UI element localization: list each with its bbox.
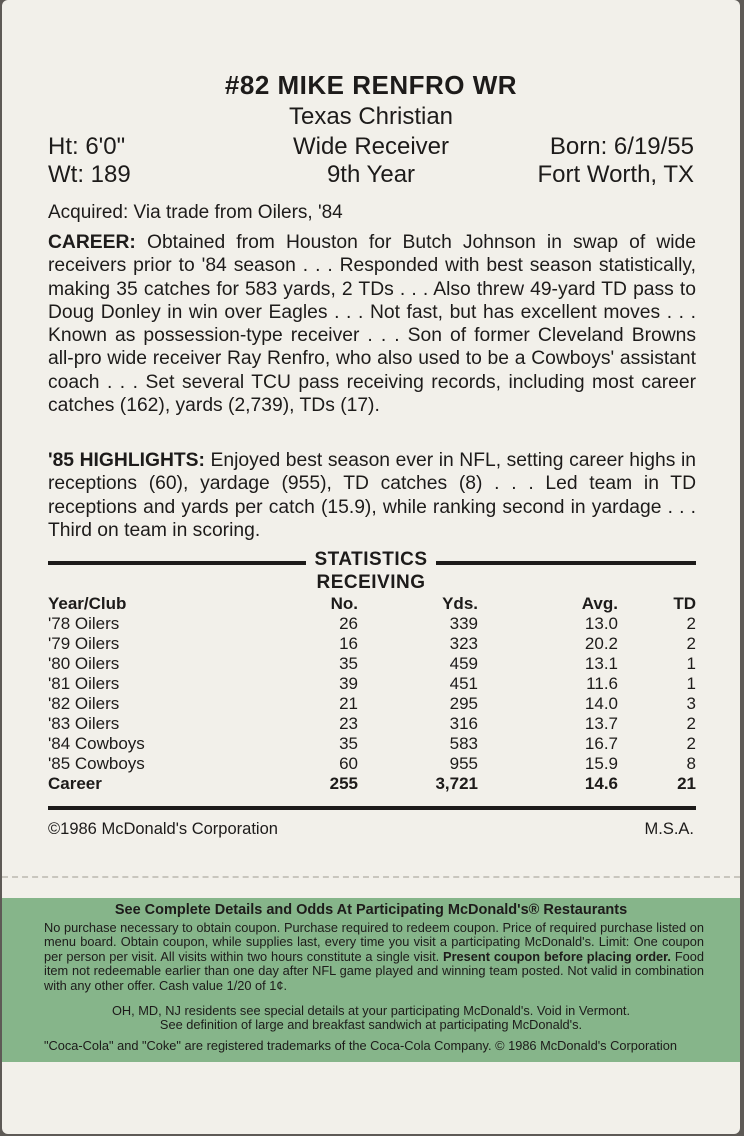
table-row (48, 634, 696, 654)
table-cell: '84 Cowboys (48, 734, 145, 753)
table-cell: 255 (329, 774, 358, 793)
table-cell: 1 (686, 654, 696, 673)
table-cell: 16.7 (584, 734, 618, 753)
coupon-trademark-note: "Coca-Cola" and "Coke" are registered trademarks of the Coca-Cola Company. © 1986 McDonald's Corporation (44, 1038, 677, 1053)
column-header: No. (330, 594, 358, 613)
table-cell: 13.1 (584, 654, 618, 673)
table-cell: 16 (339, 634, 358, 653)
acquired-note: Acquired: Via trade from Oilers, '84 (48, 202, 343, 223)
player-title: #82 MIKE RENFRO WR (224, 70, 518, 100)
table-cell: 3,721 (435, 774, 478, 793)
table-cell: 13.0 (584, 614, 618, 633)
table-cell: 8 (686, 754, 696, 773)
table-cell: 451 (449, 674, 478, 693)
table-cell: 339 (449, 614, 478, 633)
table-cell: 316 (449, 714, 478, 733)
coupon-panel (2, 898, 740, 1062)
table-cell: 2 (686, 714, 696, 733)
table-row (48, 694, 696, 714)
table-cell: 60 (339, 754, 358, 773)
table-cell: 26 (339, 614, 358, 633)
column-header: Yds. (442, 594, 478, 613)
table-row (48, 734, 696, 754)
column-header: Avg. (581, 594, 618, 613)
table-cell: 583 (449, 734, 478, 753)
perforation-line (2, 876, 740, 878)
table-row (48, 714, 696, 734)
coupon-body-bold: Present coupon before placing order. (443, 948, 671, 964)
table-cell: 21 (677, 774, 696, 793)
career-text: Obtained from Houston for Butch Johnson in swap of wide receivers prior to '84 season . . . Responded with best season statistically, making 35 catches for 583 yards, 2 TDs . . . Also threw 49-yard TD pass to Doug Donley in win over Eagles . . . Not fast, but has excellent moves . . . Known as possession-type receiver . . . Son of former Cleveland Browns all-pro wide receiver Ray Renfro, who also used to be a Cowboys' assistant coach . . . Set several TCU pass receiving records, including most career catches (162), yards (2,739), TDs (17). (48, 232, 696, 417)
table-cell: '78 Oilers (48, 614, 120, 633)
table-cell: 2 (686, 634, 696, 653)
table-cell: 955 (449, 754, 478, 773)
table-cell: 35 (339, 654, 358, 673)
column-header: TD (673, 594, 696, 613)
player-position: Wide Receiver (292, 133, 450, 160)
table-row (48, 754, 696, 774)
table-cell: 295 (449, 694, 478, 713)
coupon-definition-note: See definition of large and breakfast sandwich at participating McDonald's. (159, 1017, 583, 1032)
career-label: CAREER: (48, 232, 136, 253)
table-cell: 2 (686, 734, 696, 753)
table-cell: 21 (339, 694, 358, 713)
table-cell: 1 (686, 674, 696, 693)
coupon-body (44, 921, 704, 993)
highlights-paragraph (48, 449, 696, 542)
coupon-body-text-2: Food item not redeemable earlier than one day after NFL game played and winning team posted. Not valid in combination with any other offer. Cash value 1/20 of 1¢. (44, 948, 704, 993)
player-school: Texas Christian (288, 103, 454, 130)
column-header: Year/Club (48, 594, 127, 613)
table-cell: 14.0 (584, 694, 618, 713)
receiving-subheading: RECEIVING (316, 572, 426, 593)
player-weight: Wt: 189 (48, 161, 131, 188)
coupon-residents-note: OH, MD, NJ residents see special details at your participating McDonald's. Void in Vermont. (111, 1003, 631, 1018)
table-cell: 39 (339, 674, 358, 693)
table-row (48, 674, 696, 694)
table-cell: 20.2 (584, 634, 618, 653)
table-cell: 11.6 (586, 674, 618, 693)
table-row (48, 654, 696, 674)
statistics-heading: STATISTICS (314, 549, 428, 570)
trading-card-back (2, 0, 740, 1134)
table-cell: Career (48, 774, 102, 793)
coupon-body-text: No purchase necessary to obtain coupon. Purchase required to redeem coupon. Price of required purchase listed on menu board. Obtain coupon, while supplies last, every time you visit a participating McDonald's. Limit: One coupon per person per visit. All visits within two hours constitute a single visit. (44, 920, 704, 964)
table-cell: 13.7 (584, 714, 618, 733)
table-header-row (48, 594, 696, 614)
coupon-headline: See Complete Details and Odds At Participating McDonald's® Restaurants (114, 902, 628, 918)
table-cell: 15.9 (584, 754, 618, 773)
table-cell: 3 (686, 694, 696, 713)
table-cell: '82 Oilers (48, 694, 120, 713)
table-cell: '85 Cowboys (48, 754, 145, 773)
player-born: Born: 6/19/55 (549, 133, 694, 160)
msa-mark: M.S.A. (644, 820, 694, 838)
table-cell: '83 Oilers (48, 714, 120, 733)
career-paragraph (48, 231, 696, 417)
table-cell: '79 Oilers (48, 634, 120, 653)
table-row (48, 614, 696, 634)
table-cell: 35 (339, 734, 358, 753)
table-cell: '81 Oilers (48, 674, 120, 693)
player-year: 9th Year (326, 161, 416, 188)
table-cell: 14.6 (584, 774, 618, 793)
table-cell: '80 Oilers (48, 654, 120, 673)
table-cell: 23 (339, 714, 358, 733)
career-total-row (48, 774, 696, 794)
table-cell: 323 (449, 634, 478, 653)
receiving-stats-table (48, 594, 696, 794)
highlights-label: '85 HIGHLIGHTS: (48, 450, 205, 471)
highlights-text: Enjoyed best season ever in NFL, setting career highs in receptions (60), yardage (955), TD catches (8) . . . Led team in TD receptions and yards per catch (15.9), while ranking second in yardage . . . Third on team in scoring. (48, 450, 696, 541)
copyright-note: ©1986 McDonald's Corporation (48, 820, 278, 838)
table-cell: 2 (686, 614, 696, 633)
table-cell: 459 (449, 654, 478, 673)
player-hometown: Fort Worth, TX (537, 161, 694, 188)
statistics-bottom-rule (48, 806, 696, 810)
player-height: Ht: 6'0" (48, 133, 126, 160)
